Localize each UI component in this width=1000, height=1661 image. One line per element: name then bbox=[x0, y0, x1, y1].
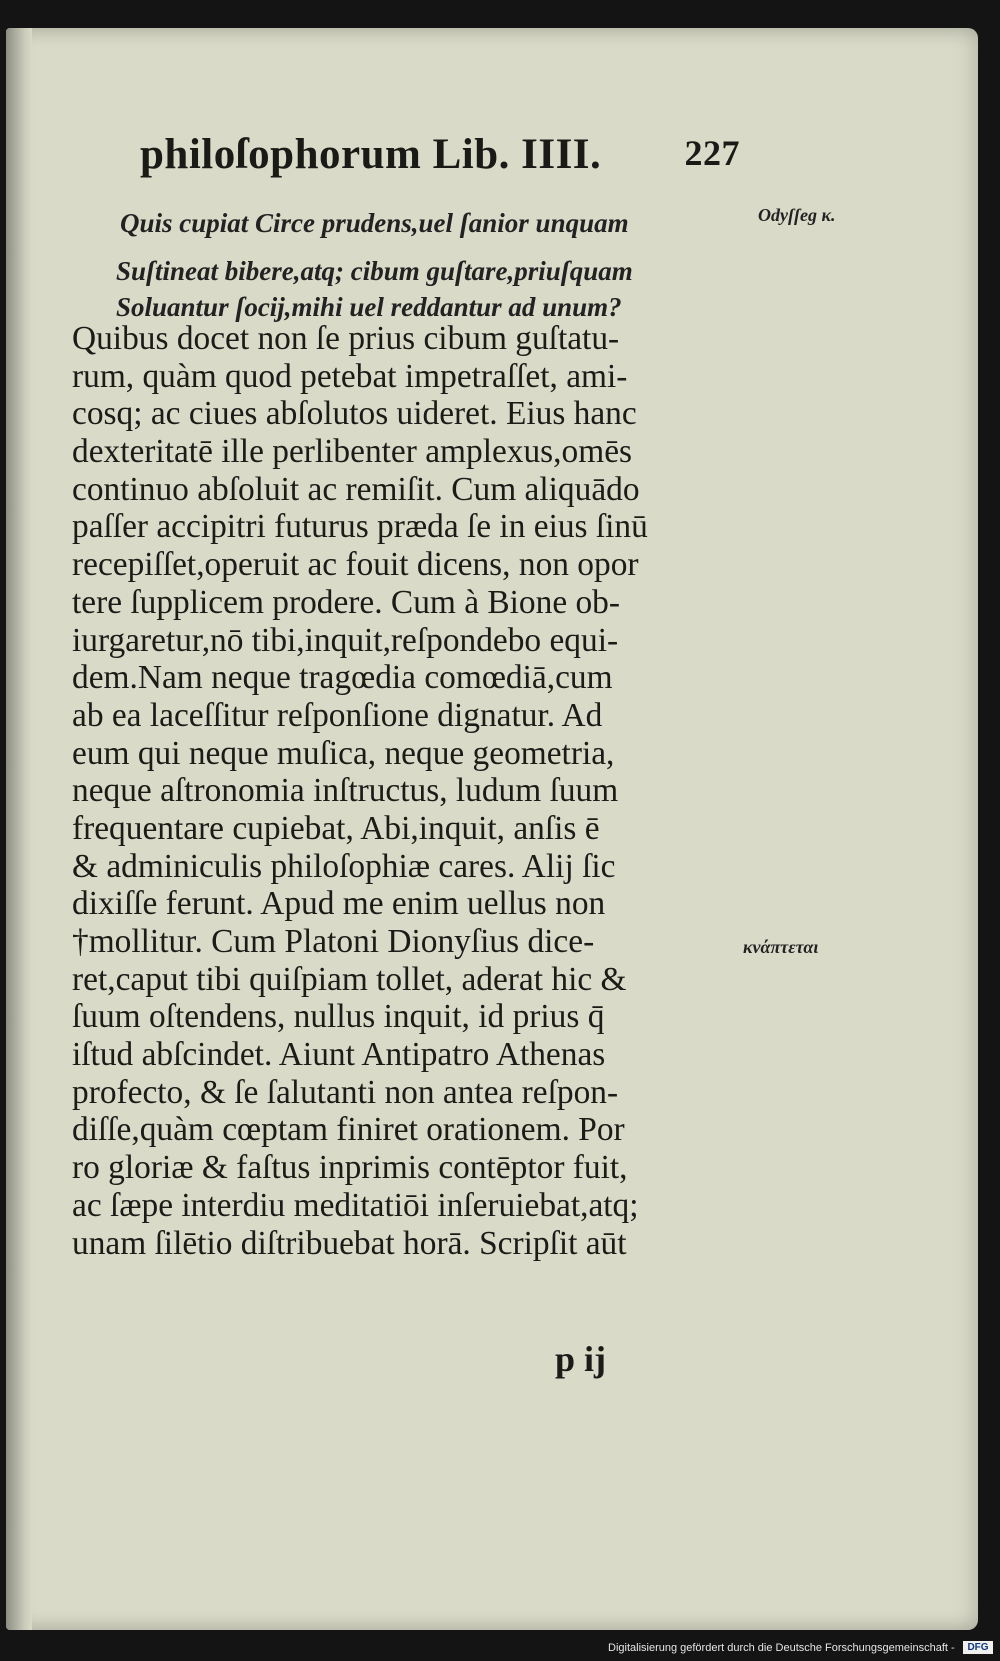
body-line: ro gloriæ & faſtus inprimis contēptor fuit, bbox=[72, 1149, 628, 1187]
body-line: tere ſupplicem prodere. Cum à Bione ob- bbox=[72, 583, 620, 621]
body-line: cosq; ac ciues abſolutos uideret. Eius hanc bbox=[72, 395, 637, 433]
body-line: Quibus docet non ſe prius cibum guſtatu- bbox=[72, 320, 620, 357]
margin-note-lower: κνάπτεται bbox=[743, 937, 819, 957]
margin-note-upper: Odyſſeg κ. bbox=[758, 205, 836, 225]
body-line: dexteritatē ille perlibenter amplexus,omēs bbox=[72, 433, 633, 471]
body-line: rum, quàm quod petebat impetraſſet, ami- bbox=[72, 357, 628, 395]
body-line: †mollitur. Cum Platoni Dionyſius dice- bbox=[72, 923, 595, 960]
body-line: ab ea laceſſitur reſponſione dignatur. Ad bbox=[72, 696, 603, 734]
running-head bbox=[140, 130, 750, 190]
body-line: profecto, & ſe ſalutanti non antea reſpon- bbox=[72, 1073, 619, 1111]
body-line: ret,caput tibi quiſpiam tollet, aderat hic & bbox=[72, 960, 627, 998]
body-line: unam ſilētio diſtribuebat horā. Scripſit aūt bbox=[72, 1224, 627, 1262]
body-line: iſtud abſcindet. Aiunt Antipatro Athenas bbox=[72, 1036, 606, 1074]
verse-line-1: Quis cupiat Circe prudens,uel ſanior unquam bbox=[120, 208, 629, 238]
body-line: continuo abſoluit ac remiſit. Cum aliquādo bbox=[72, 470, 640, 508]
digitization-credit: Digitalisierung gefördert durch die Deutsche Forschungsgemeinschaft - bbox=[608, 1642, 955, 1654]
body-line: neque aſtronomia inſtructus, ludum ſuum bbox=[72, 772, 619, 810]
dfg-logo: DFG bbox=[963, 1641, 993, 1654]
body-line: recepiſſet,operuit ac fouit dicens, non opor bbox=[72, 546, 639, 584]
body-line: frequentare cupiebat, Abi,inquit, anſis ē bbox=[72, 809, 600, 847]
body-line: eum qui neque muſica, neque geometria, bbox=[72, 734, 615, 772]
body-line: ſuum oſtendens, nullus inquit, id prius q̄ bbox=[72, 998, 605, 1036]
body-line: paſſer accipitri futurus præda ſe in eius ſinū bbox=[72, 508, 648, 546]
signature-mark: p ij bbox=[555, 1339, 607, 1379]
body-line: iurgaretur,nō tibi,inquit,reſpondebo equi- bbox=[72, 621, 619, 659]
page-gutter bbox=[6, 28, 32, 1630]
running-head-title: philoſophorum Lib. IIII. bbox=[140, 131, 602, 178]
body-line: dixiſſe ferunt. Apud me enim uellus non bbox=[72, 885, 606, 923]
verse-line-2: Suſtineat bibere,atq; cibum guſtare,priuſquam bbox=[116, 256, 633, 286]
body-line: dem.Nam neque tragœdia comœdiā,cum bbox=[72, 659, 613, 697]
body-text bbox=[72, 320, 748, 1262]
page-number: 227 bbox=[684, 133, 740, 173]
verse-line-3: Soluantur ſocij,mihi uel reddantur ad unum? bbox=[116, 292, 622, 322]
body-line: ac ſæpe interdiu meditatiōi inſeruiebat,atq; bbox=[72, 1186, 639, 1224]
body-line: diſſe,quàm cœptam finiret orationem. Por bbox=[72, 1111, 625, 1149]
body-line: & adminiculis philoſophiæ cares. Alij ſic bbox=[72, 847, 616, 885]
